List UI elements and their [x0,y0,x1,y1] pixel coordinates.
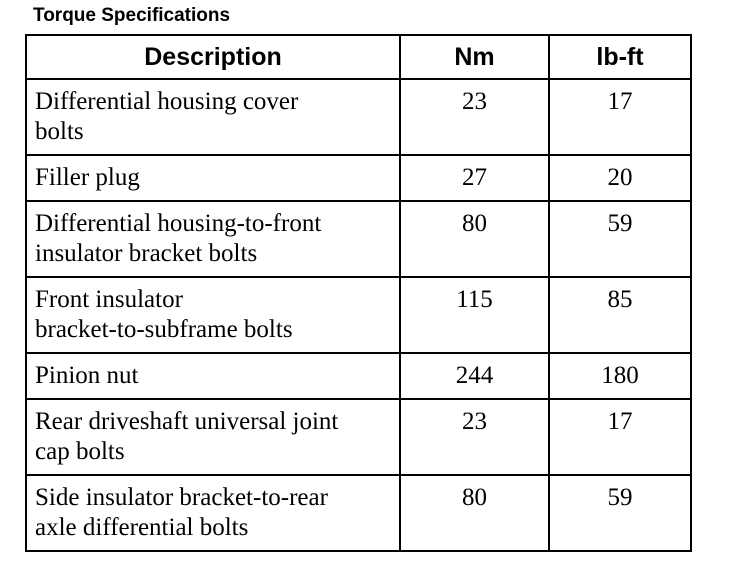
lbft-cell: 180 [549,353,691,399]
nm-cell: 27 [400,155,549,201]
description-line: Differential housing-to-front [35,210,322,237]
table-header-row [26,35,691,79]
table-row [26,155,691,201]
description-line: Filler plug [35,164,140,191]
description-line: insulator bracket bolts [35,240,258,267]
lbft-cell: 17 [549,399,691,475]
page-title: Torque Specifications [33,5,231,26]
description-line: bracket-to-subframe bolts [35,316,293,343]
lbft-cell: 85 [549,277,691,353]
description-line: Differential housing cover [35,88,299,115]
table-row [26,475,691,551]
description-cell [26,201,400,277]
description-cell [26,399,400,475]
nm-cell: 80 [400,201,549,277]
description-line: Pinion nut [35,362,139,389]
table-row [26,399,691,475]
header-lbft: lb-ft [549,35,691,79]
header-description: Description [26,35,400,79]
description-cell [26,79,400,155]
torque-spec-table [25,34,692,552]
table-row [26,277,691,353]
table-row [26,353,691,399]
description-cell [26,353,400,399]
lbft-cell: 17 [549,79,691,155]
description-cell [26,475,400,551]
description-line: axle differential bolts [35,514,249,541]
description-line: cap bolts [35,438,125,465]
nm-cell: 23 [400,399,549,475]
description-line: Front insulator [35,286,183,313]
description-line: Rear driveshaft universal joint [35,408,339,435]
table-row [26,201,691,277]
lbft-cell: 59 [549,201,691,277]
header-nm: Nm [400,35,549,79]
nm-cell: 244 [400,353,549,399]
description-cell [26,155,400,201]
nm-cell: 115 [400,277,549,353]
description-line: bolts [35,118,84,145]
description-cell [26,277,400,353]
table-row [26,79,691,155]
lbft-cell: 20 [549,155,691,201]
description-line: Side insulator bracket-to-rear [35,484,328,511]
nm-cell: 23 [400,79,549,155]
lbft-cell: 59 [549,475,691,551]
nm-cell: 80 [400,475,549,551]
